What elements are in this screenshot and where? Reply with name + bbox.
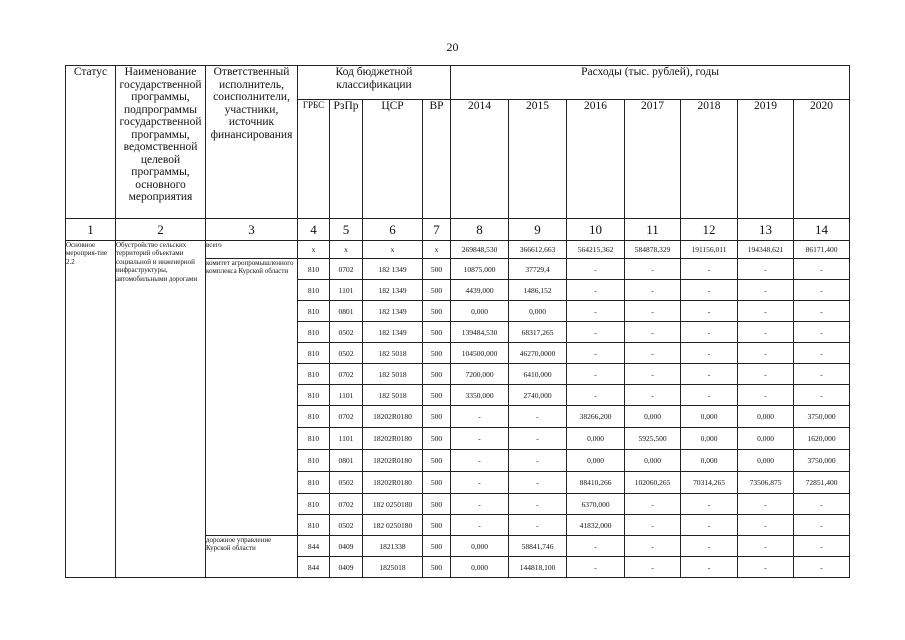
column-number: 4: [298, 219, 330, 241]
table-cell: 182 1349: [363, 280, 423, 301]
table-cell: 0,000: [625, 406, 681, 428]
header-grbs: ГРБС: [298, 100, 330, 219]
table-cell: -: [794, 301, 850, 322]
table-cell: -: [681, 515, 738, 536]
table-cell: 0409: [330, 536, 363, 557]
table-cell: 0,000: [509, 301, 567, 322]
table-cell: 500: [423, 364, 451, 385]
table-cell: -: [738, 364, 794, 385]
column-number: 10: [567, 219, 625, 241]
table-cell: 0,000: [738, 428, 794, 450]
table-cell: -: [681, 343, 738, 364]
column-number: 14: [794, 219, 850, 241]
table-cell: 0,000: [567, 450, 625, 472]
table-cell: -: [567, 536, 625, 557]
table-cell: 1821338: [363, 536, 423, 557]
table-cell: 182 1349: [363, 301, 423, 322]
table-cell: -: [794, 280, 850, 301]
column-number: 12: [681, 219, 738, 241]
table-cell: 810: [298, 385, 330, 406]
table-cell: -: [567, 259, 625, 280]
table-cell: 0,000: [451, 301, 509, 322]
column-number: 9: [509, 219, 567, 241]
table-cell: -: [681, 557, 738, 578]
table-cell: 500: [423, 472, 451, 494]
table-cell: -: [738, 343, 794, 364]
table-cell: 0,000: [738, 450, 794, 472]
table-cell: -: [625, 259, 681, 280]
table-cell: 810: [298, 450, 330, 472]
table-cell: 2740,000: [509, 385, 567, 406]
table-cell: 0,000: [681, 428, 738, 450]
table-cell: 182 5018: [363, 385, 423, 406]
status-cell: Основное мероприя-тие 2.2: [66, 241, 116, 578]
table-cell: 810: [298, 494, 330, 515]
table-cell: -: [451, 406, 509, 428]
table-cell: 6370,000: [567, 494, 625, 515]
table-cell: 0502: [330, 515, 363, 536]
table-cell: -: [794, 494, 850, 515]
table-cell: -: [567, 322, 625, 343]
table-cell: 810: [298, 343, 330, 364]
table-cell: 0,000: [738, 406, 794, 428]
table-cell: -: [451, 494, 509, 515]
table-cell: 500: [423, 557, 451, 578]
table-cell: 102060,265: [625, 472, 681, 494]
table-cell: -: [625, 364, 681, 385]
table-cell: 0,000: [567, 428, 625, 450]
table-cell: 37729,4: [509, 259, 567, 280]
table-cell: 38266,200: [567, 406, 625, 428]
table-cell: 810: [298, 406, 330, 428]
header-responsible: Ответственный исполнитель, соисполнители, участники, источник финансирования: [206, 66, 298, 219]
responsible-committee-cell: комитет агропромышленного комплекса Курской области: [206, 259, 298, 536]
table-cell: 500: [423, 280, 451, 301]
table-cell: -: [681, 536, 738, 557]
table-cell: 4439,000: [451, 280, 509, 301]
table-cell: -: [794, 557, 850, 578]
table-cell: 182 0250180: [363, 494, 423, 515]
table-cell: -: [738, 557, 794, 578]
table-cell: -: [794, 515, 850, 536]
table-cell: -: [738, 259, 794, 280]
program-name-cell: Обустройство сельских территорий объектами социальной и инженерной инфраструктуры, автомобильными дорогами: [116, 241, 206, 578]
header-csr: ЦСР: [363, 100, 423, 219]
table-cell: 500: [423, 301, 451, 322]
table-cell: -: [509, 406, 567, 428]
column-number: 3: [206, 219, 298, 241]
table-cell: 844: [298, 557, 330, 578]
table-cell: 18202R0180: [363, 428, 423, 450]
table-cell: 72851,400: [794, 472, 850, 494]
table-cell: -: [625, 385, 681, 406]
table-cell: 68317,265: [509, 322, 567, 343]
table-cell: 500: [423, 515, 451, 536]
table-cell: 18202R0180: [363, 450, 423, 472]
column-number: 2: [116, 219, 206, 241]
table-cell: 0409: [330, 557, 363, 578]
table-cell: 0702: [330, 364, 363, 385]
table-cell: 10875,000: [451, 259, 509, 280]
table-cell: -: [794, 364, 850, 385]
table-cell: 500: [423, 322, 451, 343]
table-cell: 182 0250180: [363, 515, 423, 536]
table-cell: -: [681, 364, 738, 385]
table-cell: 810: [298, 280, 330, 301]
table-cell: -: [794, 343, 850, 364]
table-cell: -: [681, 385, 738, 406]
table-cell: -: [625, 515, 681, 536]
table-cell: 269848,530: [451, 241, 509, 259]
table-cell: -: [738, 322, 794, 343]
header-year: 2020: [794, 100, 850, 219]
table-cell: 0,000: [451, 557, 509, 578]
table-cell: 18202R0180: [363, 406, 423, 428]
table-cell: -: [509, 450, 567, 472]
table-cell: 500: [423, 259, 451, 280]
table-cell: 500: [423, 385, 451, 406]
table-cell: x: [423, 241, 451, 259]
table-cell: 810: [298, 259, 330, 280]
header-vr: ВР: [423, 100, 451, 219]
table-cell: -: [681, 494, 738, 515]
table-cell: 810: [298, 515, 330, 536]
table-cell: 182 1349: [363, 322, 423, 343]
table-cell: 3750,000: [794, 406, 850, 428]
table-cell: -: [681, 301, 738, 322]
table-cell: -: [738, 301, 794, 322]
table-cell: -: [451, 472, 509, 494]
header-year: 2019: [738, 100, 794, 219]
table-cell: 1101: [330, 385, 363, 406]
table-cell: 0,000: [451, 536, 509, 557]
table-cell: -: [681, 322, 738, 343]
table-cell: 144818,100: [509, 557, 567, 578]
column-number: 8: [451, 219, 509, 241]
table-cell: 104500,000: [451, 343, 509, 364]
table-cell: -: [738, 515, 794, 536]
table-cell: 584878,329: [625, 241, 681, 259]
table-cell: -: [738, 536, 794, 557]
table-cell: 41832,000: [567, 515, 625, 536]
table-cell: 194348,621: [738, 241, 794, 259]
column-number: 6: [363, 219, 423, 241]
table-cell: 810: [298, 428, 330, 450]
table-cell: 500: [423, 536, 451, 557]
table-cell: -: [794, 322, 850, 343]
table-cell: 0801: [330, 450, 363, 472]
table-cell: 366612,663: [509, 241, 567, 259]
table-cell: x: [298, 241, 330, 259]
table-cell: 73506,875: [738, 472, 794, 494]
header-year: 2014: [451, 100, 509, 219]
table-cell: 810: [298, 364, 330, 385]
table-cell: -: [681, 280, 738, 301]
table-cell: -: [509, 472, 567, 494]
table-cell: 500: [423, 343, 451, 364]
responsible-roads-cell: дорожное управление Курской области: [206, 536, 298, 578]
table-cell: -: [567, 364, 625, 385]
table-cell: 0702: [330, 259, 363, 280]
column-number: 5: [330, 219, 363, 241]
table-cell: 70314,265: [681, 472, 738, 494]
header-budget-code: Код бюджетной классификации: [298, 66, 451, 100]
table-cell: 810: [298, 322, 330, 343]
table-cell: 1101: [330, 280, 363, 301]
table-cell: 0,000: [681, 450, 738, 472]
table-row: [66, 241, 850, 259]
column-number: 7: [423, 219, 451, 241]
table-cell: x: [363, 241, 423, 259]
header-rzpr: РзПр: [330, 100, 363, 219]
table-cell: -: [625, 557, 681, 578]
header-name: Наименование государственной программы, подпрограммы государственной программы, ведомственной целевой программы, основного мероприятия: [116, 66, 206, 219]
header-year: 2016: [567, 100, 625, 219]
table-cell: 844: [298, 536, 330, 557]
table-cell: 182 5018: [363, 364, 423, 385]
table-cell: 7200,000: [451, 364, 509, 385]
table-cell: -: [681, 259, 738, 280]
table-cell: 0502: [330, 472, 363, 494]
responsible-total-cell: всего: [206, 241, 298, 259]
table-cell: 0702: [330, 406, 363, 428]
table-cell: 1620,000: [794, 428, 850, 450]
column-number: 13: [738, 219, 794, 241]
table-cell: 46270,0000: [509, 343, 567, 364]
table-cell: -: [738, 494, 794, 515]
table-cell: 810: [298, 301, 330, 322]
table-cell: 500: [423, 494, 451, 515]
table-cell: -: [738, 280, 794, 301]
table-cell: 0,000: [681, 406, 738, 428]
header-expenses: Расходы (тыс. рублей), годы: [451, 66, 850, 100]
table-cell: -: [625, 301, 681, 322]
table-cell: 564215,362: [567, 241, 625, 259]
header-status: Статус: [66, 66, 116, 219]
table-cell: 1825018: [363, 557, 423, 578]
table-cell: 500: [423, 450, 451, 472]
table-cell: -: [451, 450, 509, 472]
table-cell: -: [625, 280, 681, 301]
header-year: 2018: [681, 100, 738, 219]
budget-table: [65, 65, 850, 578]
table-cell: 0801: [330, 301, 363, 322]
table-cell: 6410,000: [509, 364, 567, 385]
table-cell: -: [451, 428, 509, 450]
table-cell: 5925,500: [625, 428, 681, 450]
table-cell: 0502: [330, 322, 363, 343]
table-cell: -: [509, 428, 567, 450]
table-cell: -: [625, 494, 681, 515]
table-cell: 0,000: [625, 450, 681, 472]
table-cell: 0502: [330, 343, 363, 364]
table-cell: -: [625, 322, 681, 343]
table-cell: 191156,011: [681, 241, 738, 259]
table-cell: x: [330, 241, 363, 259]
table-cell: -: [625, 343, 681, 364]
table-cell: 139484,530: [451, 322, 509, 343]
table-cell: -: [509, 515, 567, 536]
table-cell: 88410,266: [567, 472, 625, 494]
table-cell: 182 1349: [363, 259, 423, 280]
header-year: 2017: [625, 100, 681, 219]
header-year: 2015: [509, 100, 567, 219]
table-cell: 0702: [330, 494, 363, 515]
table-cell: 18202R0180: [363, 472, 423, 494]
table-cell: 500: [423, 428, 451, 450]
table-cell: 810: [298, 472, 330, 494]
table-cell: 86171,400: [794, 241, 850, 259]
column-number: 11: [625, 219, 681, 241]
table-cell: -: [567, 385, 625, 406]
table-cell: -: [794, 259, 850, 280]
table-cell: -: [567, 343, 625, 364]
table-cell: -: [567, 557, 625, 578]
table-cell: -: [794, 536, 850, 557]
table-cell: 3750,000: [794, 450, 850, 472]
table-cell: -: [451, 515, 509, 536]
table-cell: -: [509, 494, 567, 515]
column-number: 1: [66, 219, 116, 241]
table-cell: 58841,746: [509, 536, 567, 557]
table-cell: -: [625, 536, 681, 557]
table-cell: 3350,000: [451, 385, 509, 406]
table-cell: 1486,152: [509, 280, 567, 301]
table-cell: -: [738, 385, 794, 406]
table-cell: -: [794, 385, 850, 406]
table-cell: -: [567, 301, 625, 322]
table-cell: 500: [423, 406, 451, 428]
table-cell: 1101: [330, 428, 363, 450]
table-cell: -: [567, 280, 625, 301]
page-number: 20: [446, 40, 459, 54]
table-cell: 182 5018: [363, 343, 423, 364]
